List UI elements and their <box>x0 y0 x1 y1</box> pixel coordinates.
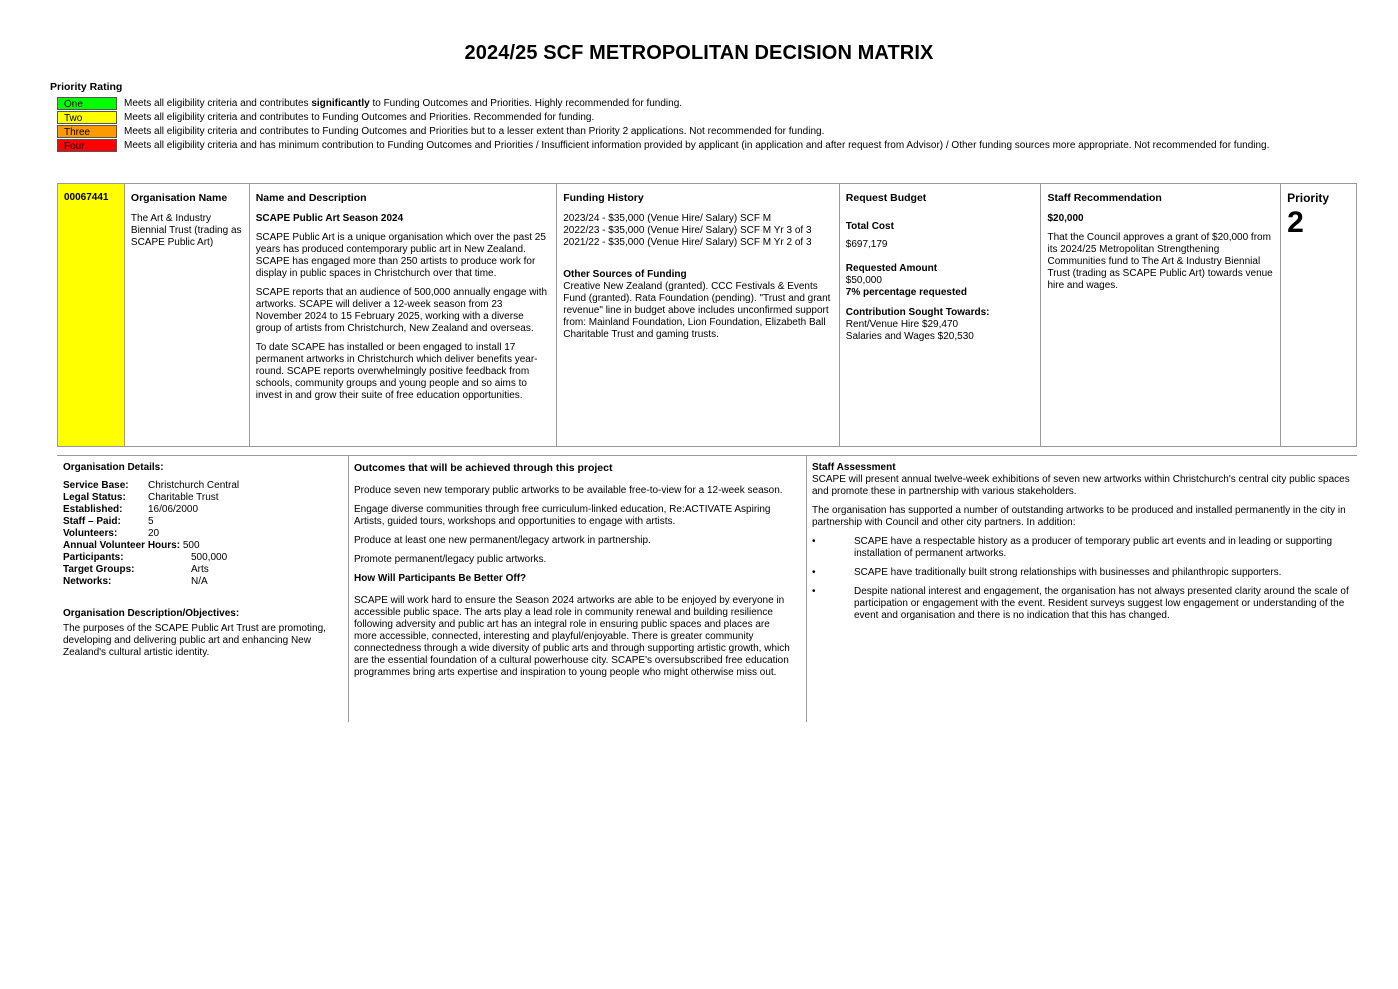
detail-key: Established: <box>63 504 123 515</box>
outcomes-header: Outcomes that will be achieved through this project <box>354 462 613 474</box>
column-divider <box>806 456 807 722</box>
application-id-cell <box>58 184 125 446</box>
priority-desc-one-bold: significantly <box>311 98 370 109</box>
priority-rating-label: Priority Rating <box>50 81 123 93</box>
other-sources-header: Other Sources of Funding <box>563 269 687 280</box>
staff-recommendation-header: Staff Recommendation <box>1047 192 1162 204</box>
staff-assessment-header: Staff Assessment <box>812 462 896 473</box>
priority-swatch-four: Four <box>57 139 117 152</box>
assessment-bullet <box>812 567 1352 579</box>
organisation-name: The Art & Industry Biennial Trust (trading as SCAPE Public Art) <box>130 213 242 248</box>
priority-desc-three: Meets all eligibility criteria and contributes to Funding Outcomes and Priorities but to a lesser extent than Priority 2 applications. Not recommended for funding. <box>124 126 825 137</box>
bullet-icon: • <box>812 567 816 578</box>
assessment-paragraph: The organisation has supported a number of outstanding artworks to be produced and installed permanently in the city in partnership with Council and other city partners. In addition: <box>812 505 1346 528</box>
funding-history-header: Funding History <box>563 192 644 204</box>
detail-key: Networks: <box>63 576 112 587</box>
detail-value: N/A <box>191 576 208 587</box>
recommended-amount: $20,000 <box>1047 213 1084 224</box>
application-table <box>57 183 1357 447</box>
objectives-header: Organisation Description/Objectives: <box>63 608 240 619</box>
contribution-item: Salaries and Wages $20,530 <box>845 331 974 342</box>
priority-header: Priority <box>1287 191 1330 205</box>
contribution-item: Rent/Venue Hire $29,470 <box>845 319 959 330</box>
requested-amount-label: Requested Amount <box>845 263 938 274</box>
detail-value: 500 <box>182 540 200 551</box>
detail-value: Christchurch Central <box>148 480 240 491</box>
outcome-item: Produce seven new temporary public artworks to be available free-to-view for a 12-week season. <box>354 485 783 496</box>
outcome-item: Promote permanent/legacy public artworks. <box>354 554 547 565</box>
funding-history-entry: 2022/23 - $35,000 (Venue Hire/ Salary) SCF M Yr 3 of 3 <box>563 225 812 236</box>
detail-key: Service Base: <box>63 480 129 491</box>
funding-history-entry: 2023/24 - $35,000 (Venue Hire/ Salary) SCF M <box>563 213 772 224</box>
description-header: Name and Description <box>255 192 367 204</box>
organisation-name-header: Organisation Name <box>130 192 228 204</box>
priority-legend-row-one <box>57 97 1317 110</box>
contribution-label: Contribution Sought Towards: <box>845 307 990 318</box>
priority-legend-row-two <box>57 111 1317 124</box>
organisation-details-list <box>63 480 343 540</box>
assessment-bullet-text: SCAPE have traditionally built strong relationships with businesses and philanthropic supporters. <box>854 567 1282 578</box>
detail-value: 500,000 <box>191 552 228 563</box>
detail-key: Participants: <box>63 552 124 563</box>
assessment-bullet-text: SCAPE have a respectable history as a producer of temporary public art events and in leading or supporting installation of permanent artworks. <box>854 536 1333 559</box>
assessment-bullet <box>812 586 1352 622</box>
page-title: 2024/25 SCF METROPOLITAN DECISION MATRIX <box>464 42 934 64</box>
priority-value: 2 <box>1287 206 1304 239</box>
priority-desc-one-post: to Funding Outcomes and Priorities. Highly recommended for funding. <box>369 98 683 109</box>
percentage-requested: 7% percentage requested <box>845 287 967 298</box>
application-id: 00067441 <box>64 192 109 203</box>
organisation-details-section <box>63 462 343 659</box>
description-paragraph: To date SCAPE has installed or been engaged to install 17 permanent artworks in Christchurch which deliver benefits year-round. SCAPE reports overwhelmingly positive feedback from schools, community groups and young people and so aims to invest in and grow their suite of free education opportunities. <box>255 342 538 401</box>
objectives-text: The purposes of the SCAPE Public Art Trust are promoting, developing and delivering public art and enhancing New Zealand's cultural artistic identity. <box>63 623 326 658</box>
bullet-icon: • <box>812 536 816 547</box>
outcome-item: Produce at least one new permanent/legacy artwork in partnership. <box>354 535 651 546</box>
description-paragraph: SCAPE Public Art is a unique organisation which over the past 25 years has produced contemporary public art in New Zealand. SCAPE has engaged more than 250 artists to produce work for display in public spaces in Christchurch over that time. <box>255 232 546 279</box>
detail-value: 5 <box>148 516 154 527</box>
detail-value: 20 <box>148 528 160 539</box>
organisation-name-cell <box>125 184 250 446</box>
bullet-icon: • <box>812 586 816 597</box>
recommendation-text: That the Council approves a grant of $20,000 from its 2024/25 Metropolitan Strengthening Communities fund to The Art & Industry Biennial Trust (trading as SCAPE Public Art) towards venue hire and wages. <box>1047 232 1273 291</box>
priority-swatch-two: Two <box>57 111 117 124</box>
assessment-paragraph: SCAPE will present annual twelve-week exhibitions of seven new artworks within Christchurch's central city public spaces and promote these in partnership with various stakeholders. <box>812 474 1350 497</box>
detail-key: Volunteers: <box>63 528 118 539</box>
priority-legend-row-three <box>57 125 1317 138</box>
funding-history-entry: 2021/22 - $35,000 (Venue Hire/ Salary) SCF M Yr 2 of 3 <box>563 237 812 248</box>
column-divider <box>348 456 349 722</box>
description-paragraph: SCAPE reports that an audience of 500,000 annually engage with artworks. SCAPE will deliver a 12-week season from 23 November 2024 to 15 February 2025, working with a diverse group of artists from Christchurch, New Zealand and overseas. <box>255 287 548 334</box>
detail-value: Charitable Trust <box>148 492 219 503</box>
detail-key: Staff – Paid: <box>63 516 121 527</box>
priority-desc-one <box>124 97 682 110</box>
annual-volunteer-hours-row <box>63 540 343 552</box>
better-off-header: How Will Participants Be Better Off? <box>354 573 527 584</box>
budget-cell <box>840 184 1042 446</box>
total-cost-label: Total Cost <box>845 221 894 232</box>
detail-value: Arts <box>191 564 209 575</box>
funding-history-cell <box>557 184 840 446</box>
better-off-text: SCAPE will work hard to ensure the Season 2024 artworks are able to be enjoyed by everyone in accessible public space. The arts play a lead role in community renewal and building resilience following adversity and public art has an integral role in ensuring public spaces and places are more accessible, connected, interesting and playful/enjoyable. There is greater community connectedness through a wide diversity of public arts and through supporting artistic growth, which are the essential foundation of a cultural powerhouse city. SCAPE's oversubscribed free education programmes bring arts expertise and inspiration to young people who might otherwise miss out. <box>354 595 790 678</box>
priority-desc-four: Meets all eligibility criteria and has minimum contribution to Funding Outcomes and Priorities / Insufficient information provided by applicant (in application and after request from Advisor) / Other funding sources more appropriate. Not recommended for funding. <box>124 140 1270 151</box>
detail-value: 16/06/2000 <box>148 504 199 515</box>
other-sources-text: Creative New Zealand (granted). CCC Festivals & Events Fund (granted). Rata Foundation (pending). "Trust and grant revenue" line in budget above includes unconfirmed support from: Mainland Foundation, Lion Foundation, Elizabeth Ball Charitable Trust and gaming trusts. <box>563 281 831 340</box>
staff-assessment-section <box>812 462 1352 629</box>
staff-recommendation-cell <box>1041 184 1281 446</box>
organisation-details-header: Organisation Details: <box>63 462 164 473</box>
assessment-bullet-text: Despite national interest and engagement, the organisation has not always presented clarity around the scale of participation or engagement with the event. Resident surveys suggest low engagement or understanding of the event and organisation and there is no indication that this has changed. <box>854 586 1349 621</box>
outcomes-section <box>354 462 794 679</box>
organisation-details-list <box>63 552 343 588</box>
section-divider <box>57 455 1357 456</box>
requested-amount-value: $50,000 <box>845 275 882 286</box>
description-cell <box>250 184 558 446</box>
outcome-item: Engage diverse communities through free curriculum-linked education, Re:ACTIVATE Aspiring Artists, guided tours, workshops and opportunities to engage with artists. <box>354 504 771 527</box>
assessment-bullet <box>812 536 1352 560</box>
priority-swatch-three: Three <box>57 125 117 138</box>
priority-cell <box>1281 184 1356 446</box>
detail-key: Target Groups: <box>63 564 135 575</box>
project-name: SCAPE Public Art Season 2024 <box>255 213 404 224</box>
priority-swatch-one: One <box>57 97 117 110</box>
detail-key: Legal Status: <box>63 492 126 503</box>
detail-key: Annual Volunteer Hours: <box>63 540 181 551</box>
total-cost-value: $697,179 <box>845 239 888 250</box>
budget-header: Request Budget <box>845 192 927 204</box>
priority-desc-one-pre: Meets all eligibility criteria and contributes <box>124 98 312 109</box>
priority-desc-two: Meets all eligibility criteria and contributes to Funding Outcomes and Priorities. Recommended for funding. <box>124 112 595 123</box>
priority-legend <box>57 97 1317 153</box>
priority-legend-row-four <box>57 139 1317 152</box>
